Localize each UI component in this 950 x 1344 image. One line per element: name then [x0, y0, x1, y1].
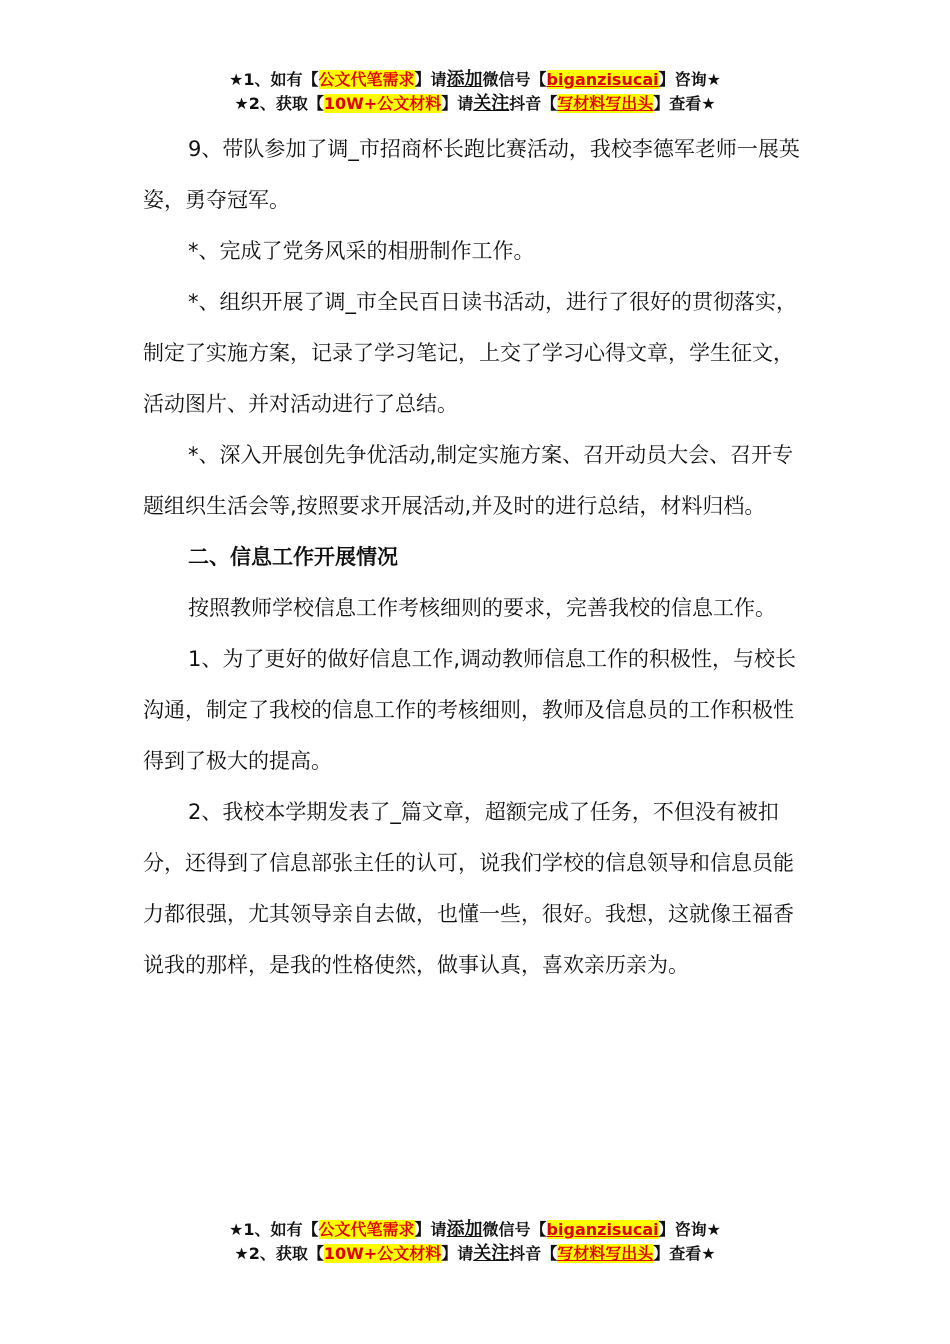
document-body — [143, 124, 807, 991]
banner-text: 】请 — [441, 1244, 474, 1263]
banner-text: 】查看★ — [653, 1244, 716, 1263]
star-icon: ★ — [234, 94, 249, 113]
star-icon: ★ — [229, 1220, 244, 1239]
section-heading: 二、信息工作开展情况 — [188, 545, 398, 569]
highlight-service: 公文代笔需求 — [318, 70, 415, 89]
banner-text: 1、如有【 — [243, 1220, 319, 1239]
emphasis-follow: 关注 — [473, 1243, 510, 1264]
banner-text: 】咨询★ — [658, 1220, 721, 1239]
paragraph: *、深入开展创先争优活动,制定实施方案、召开动员大会、召开专题组织生活会等,按照要求开展活动,并及时的进行总结，材料归档。 — [143, 443, 794, 518]
banner-text: 】咨询★ — [658, 70, 721, 89]
star-icon: ★ — [234, 1244, 249, 1263]
banner-text: 】请 — [441, 94, 474, 113]
paragraph: 2、我校本学期发表了_篇文章，超额完成了任务，不但没有被扣分，还得到了信息部张主任的认可，说我们学校的信息领导和信息员能力都很强，尤其领导亲自去做，也懂一些，很好。我想，这就像王福香说我的那样，是我的性格使然，做事认真，喜欢亲历亲为。 — [143, 800, 794, 977]
banner-text: 2、获取【 — [248, 1244, 324, 1263]
banner-line-1 — [0, 1218, 950, 1242]
header-banner — [0, 68, 950, 116]
banner-text: 】查看★ — [653, 94, 716, 113]
paragraph: 9、带队参加了调_市招商杯长跑比赛活动，我校李德军老师一展英姿，勇夺冠军。 — [143, 137, 800, 212]
douyin-account[interactable]: 写材料写出头 — [557, 1244, 654, 1263]
paragraph: *、组织开展了调_市全民百日读书活动，进行了很好的贯彻落实，制定了实施方案，记录了学习笔记，上交了学习心得文章，学生征文，活动图片、并对活动进行了总结。 — [143, 290, 797, 416]
wechat-id[interactable]: biganzisucai — [546, 70, 659, 89]
banner-text: 2、获取【 — [248, 94, 324, 113]
douyin-account[interactable]: 写材料写出头 — [557, 94, 654, 113]
star-icon: ★ — [229, 70, 244, 89]
highlight-materials: 10W+公文材料 — [323, 94, 442, 113]
highlight-materials: 10W+公文材料 — [323, 1244, 442, 1263]
banner-text: 微信号【 — [482, 1220, 547, 1239]
emphasis-add: 添加 — [446, 1219, 483, 1240]
banner-text: 1、如有【 — [243, 70, 319, 89]
wechat-id[interactable]: biganzisucai — [546, 1220, 659, 1239]
emphasis-add: 添加 — [446, 69, 483, 90]
highlight-service: 公文代笔需求 — [318, 1220, 415, 1239]
banner-text: 抖音【 — [509, 94, 558, 113]
paragraph: *、完成了党务风采的相册制作工作。 — [188, 239, 535, 263]
banner-line-2 — [0, 1242, 950, 1266]
paragraph: 1、为了更好的做好信息工作,调动教师信息工作的积极性，与校长沟通，制定了我校的信息工作的考核细则，教师及信息员的工作积极性得到了极大的提高。 — [143, 647, 797, 773]
banner-text: 】请 — [414, 70, 447, 89]
banner-text: 】请 — [414, 1220, 447, 1239]
footer-banner — [0, 1218, 950, 1266]
banner-text: 抖音【 — [509, 1244, 558, 1263]
banner-line-1 — [0, 68, 950, 92]
banner-text: 微信号【 — [482, 70, 547, 89]
paragraph: 按照教师学校信息工作考核细则的要求，完善我校的信息工作。 — [188, 596, 776, 620]
emphasis-follow: 关注 — [473, 93, 510, 114]
banner-line-2 — [0, 92, 950, 116]
